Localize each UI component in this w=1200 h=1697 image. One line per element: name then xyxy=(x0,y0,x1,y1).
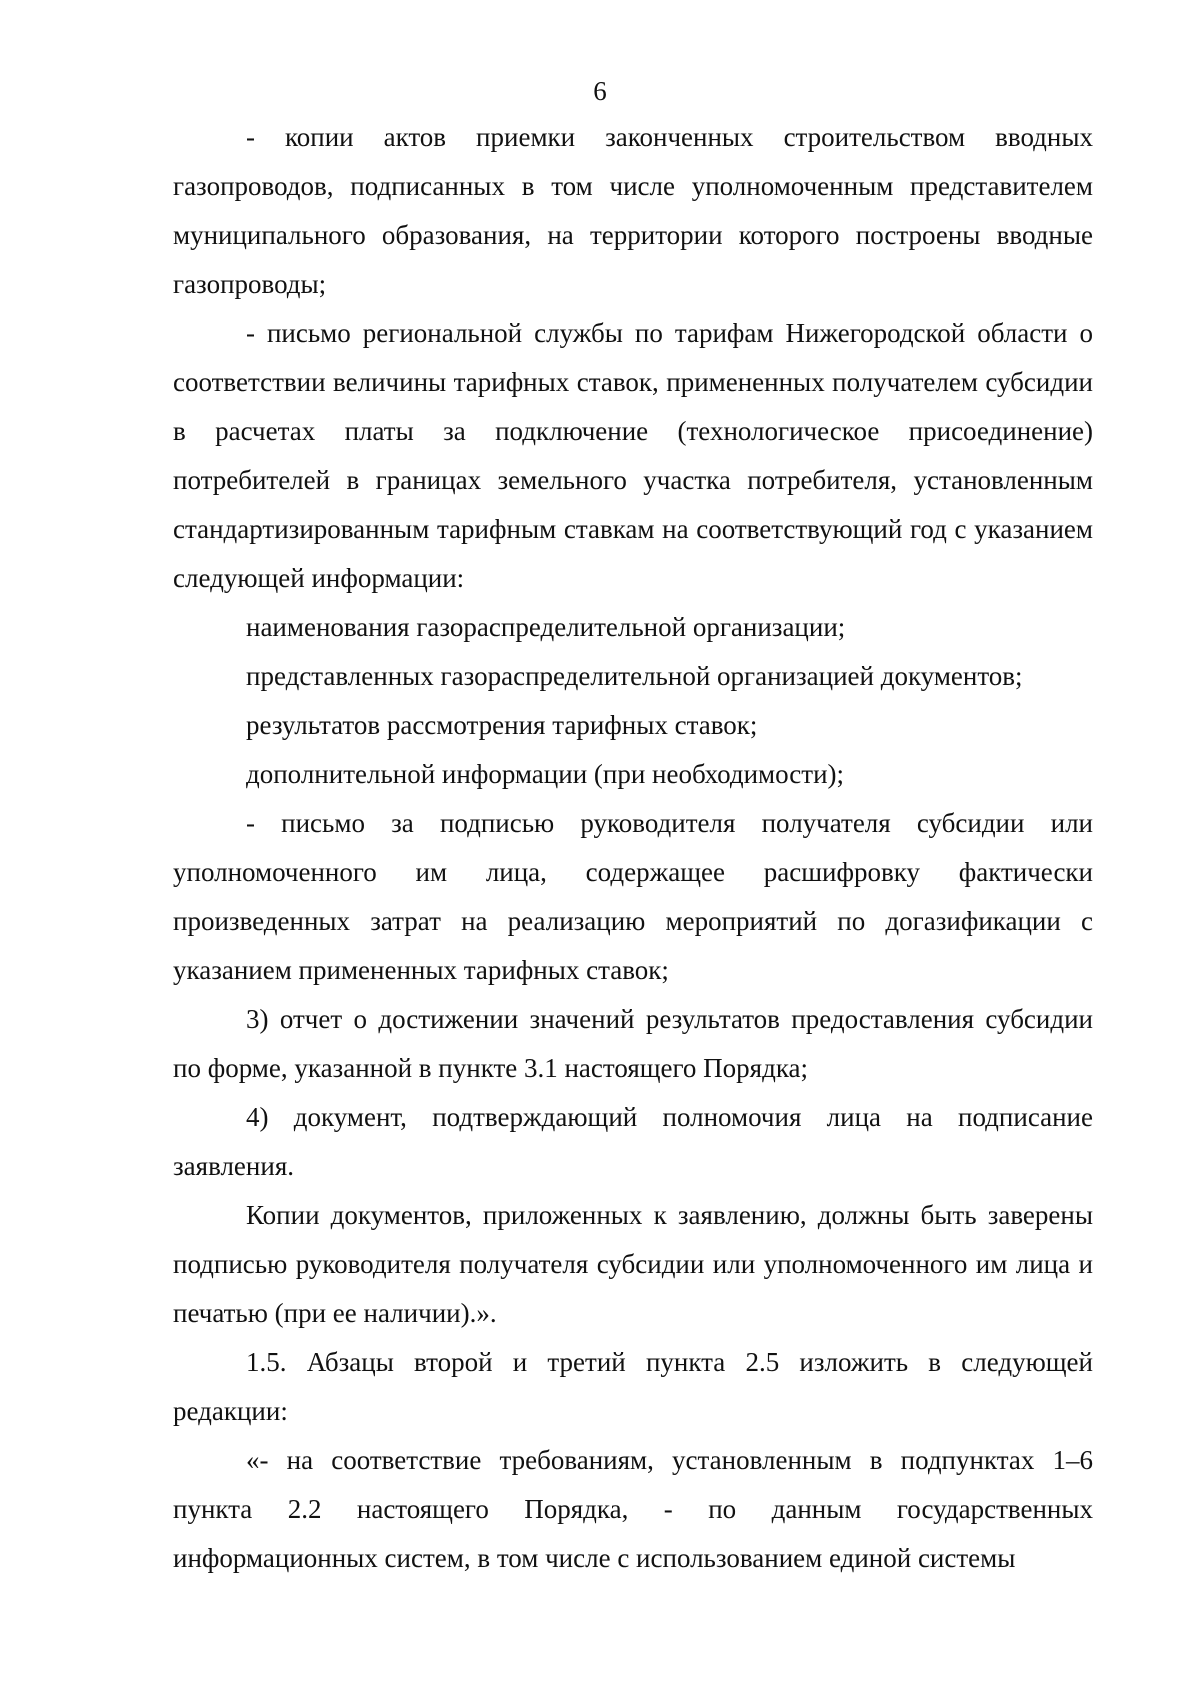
document-body xyxy=(173,113,1093,1583)
paragraph-head-letter: - письмо за подписью руководителя получателя субсидии или уполномоченного им лица, содержащее расшифровку фактически произведенных затрат на реализацию мероприятий по догазификации с указанием примененных тарифных ставок; xyxy=(173,808,1093,985)
list-item-additional-info: дополнительной информации (при необходимости); xyxy=(246,759,845,789)
list-item-review-results: результатов рассмотрения тарифных ставок; xyxy=(246,710,758,740)
paragraph-certified-copies: Копии документов, приложенных к заявлению, должны быть заверены подписью руководителя получателя субсидии или уполномоченного им лица и печатью (при ее наличии).». xyxy=(173,1200,1093,1328)
paragraph-requirements-compliance: «- на соответствие требованиям, установленным в подпунктах 1–6 пункта 2.2 настоящего Порядка, - по данным государственных информационных систем, в том числе с использованием единой системы xyxy=(173,1445,1093,1573)
list-item-org-name: наименования газораспределительной организации; xyxy=(246,612,846,642)
paragraph-authority-document: 4) документ, подтверждающий полномочия лица на подписание заявления. xyxy=(173,1102,1093,1181)
list-item-submitted-documents: представленных газораспределительной организацией документов; xyxy=(246,661,1023,691)
paragraph-report: 3) отчет о достижении значений результатов предоставления субсидии по форме, указанной в пункте 3.1 настоящего Порядка; xyxy=(173,1004,1093,1083)
paragraph-amendment-1-5: 1.5. Абзацы второй и третий пункта 2.5 изложить в следующей редакции: xyxy=(173,1347,1093,1426)
paragraph-copies-of-acts: - копии актов приемки законченных строительством вводных газопроводов, подписанных в том числе уполномоченным представителем муниципального образования, на территории которого построены вводные газопроводы; xyxy=(173,122,1093,299)
page-number: 6 xyxy=(593,76,607,106)
paragraph-tariff-letter: - письмо региональной службы по тарифам Нижегородской области о соответствии величины тарифных ставок, примененных получателем субсидии в расчетах платы за подключение (технологическое присоединение) потребителей в границах земельного участка потребителя, установленным стандартизированным тарифным ставкам на соответствующий год с указанием следующей информации: xyxy=(173,318,1093,593)
